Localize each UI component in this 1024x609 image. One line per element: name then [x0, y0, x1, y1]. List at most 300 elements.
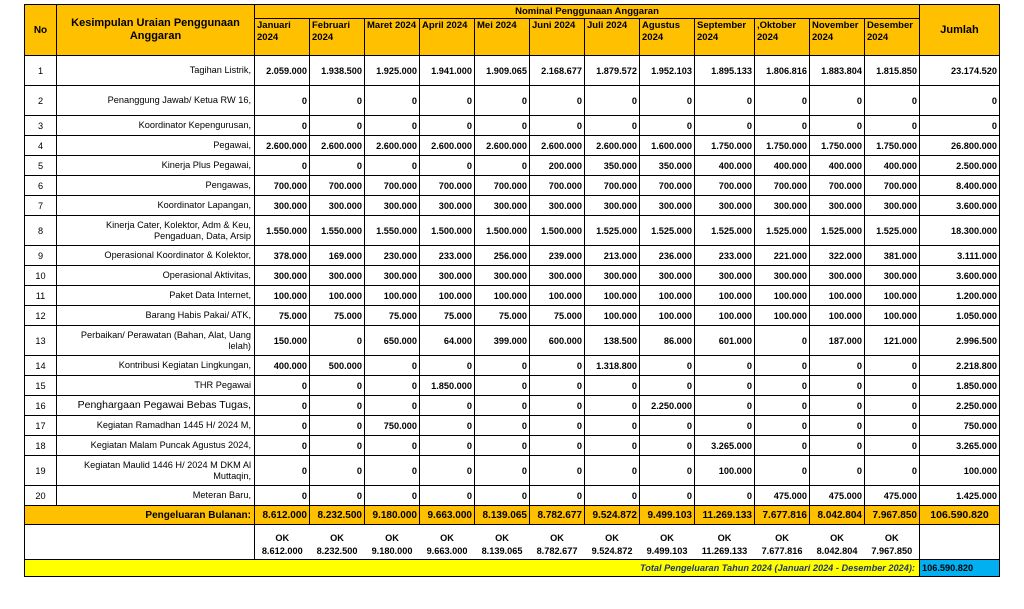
header-month: November 2024 [810, 19, 865, 56]
month-value-cell: 601.000 [695, 326, 755, 356]
month-value-cell: 100.000 [365, 286, 420, 306]
month-value-cell: 0 [865, 116, 920, 136]
month-value-cell: 1.938.500 [310, 56, 365, 86]
month-value-cell: 100.000 [865, 306, 920, 326]
month-value-cell: 0 [255, 486, 310, 506]
month-value-cell: 0 [420, 156, 475, 176]
row-number: 15 [25, 376, 57, 396]
month-value-cell: 75.000 [255, 306, 310, 326]
month-value-cell: 300.000 [865, 196, 920, 216]
header-no: No [25, 5, 57, 56]
month-value-cell: 0 [865, 356, 920, 376]
month-value-cell: 0 [475, 396, 530, 416]
month-value-cell: 0 [695, 116, 755, 136]
month-value-cell: 2.600.000 [530, 136, 585, 156]
month-value-cell: 300.000 [695, 196, 755, 216]
monthly-total-value: 9.524.872 [585, 506, 640, 525]
row-number: 18 [25, 436, 57, 456]
header-month: Juli 2024 [585, 19, 640, 56]
month-value-cell: 0 [310, 486, 365, 506]
row-total-cell: 100.000 [920, 456, 1000, 486]
month-value-cell: 0 [420, 456, 475, 486]
row-description: Penanggung Jawab/ Ketua RW 16, [57, 86, 255, 116]
month-value-cell: 100.000 [810, 306, 865, 326]
row-description: Tagihan Listrik, [57, 56, 255, 86]
month-value-cell: 700.000 [865, 176, 920, 196]
month-value-cell: 700.000 [255, 176, 310, 196]
month-value-cell: 1.750.000 [695, 136, 755, 156]
month-value-cell: 400.000 [695, 156, 755, 176]
month-value-cell: 0 [585, 416, 640, 436]
month-value-cell: 0 [365, 486, 420, 506]
month-value-cell: 300.000 [810, 196, 865, 216]
check-value: 11.269.133 [701, 546, 748, 556]
row-description: Operasional Aktivitas, [57, 266, 255, 286]
month-value-cell: 0 [755, 396, 810, 416]
month-value-cell: 64.000 [420, 326, 475, 356]
month-value-cell: 0 [310, 396, 365, 416]
month-value-cell: 700.000 [310, 176, 365, 196]
month-value-cell: 0 [810, 456, 865, 486]
month-value-cell: 0 [865, 376, 920, 396]
month-value-cell: 700.000 [640, 176, 695, 196]
row-number: 1 [25, 56, 57, 86]
check-ok-label: OK [550, 533, 564, 543]
table-row [25, 216, 1000, 246]
month-value-cell: 475.000 [755, 486, 810, 506]
row-description: Penghargaan Pegawai Bebas Tugas, [57, 396, 255, 416]
month-value-cell: 399.000 [475, 326, 530, 356]
month-value-cell: 0 [530, 116, 585, 136]
table-row [25, 156, 1000, 176]
month-value-cell: 0 [475, 356, 530, 376]
month-value-cell: 0 [640, 486, 695, 506]
check-value-row [25, 543, 1000, 560]
month-value-cell: 750.000 [365, 416, 420, 436]
table-row [25, 416, 1000, 436]
header-description: Kesimpulan Uraian Penggunaan Anggaran [57, 5, 255, 56]
month-value-cell: 75.000 [475, 306, 530, 326]
month-value-cell: 0 [310, 86, 365, 116]
month-value-cell: 0 [865, 396, 920, 416]
check-ok-label: OK [830, 533, 844, 543]
month-value-cell: 700.000 [365, 176, 420, 196]
month-value-cell: 233.000 [695, 246, 755, 266]
month-value-cell: 0 [755, 376, 810, 396]
check-ok-label: OK [275, 533, 290, 543]
table-row [25, 136, 1000, 156]
month-value-cell: 0 [755, 436, 810, 456]
month-value-cell: 350.000 [640, 156, 695, 176]
month-value-cell: 0 [420, 116, 475, 136]
month-value-cell: 0 [530, 486, 585, 506]
table-row [25, 246, 1000, 266]
budget-table [24, 4, 1000, 577]
month-value-cell: 0 [310, 116, 365, 136]
month-value-cell: 1.525.000 [695, 216, 755, 246]
month-value-cell: 300.000 [755, 196, 810, 216]
check-ok-label: OK [884, 533, 899, 543]
check-value: 7.677.816 [761, 546, 803, 556]
row-total-cell: 2.500.000 [920, 156, 1000, 176]
monthly-total-value: 7.967.850 [865, 506, 920, 525]
month-value-cell: 400.000 [255, 356, 310, 376]
month-value-cell: 0 [475, 486, 530, 506]
monthly-total-label: Pengeluaran Bulanan: [25, 506, 255, 525]
month-value-cell: 1.750.000 [865, 136, 920, 156]
month-value-cell: 0 [695, 416, 755, 436]
monthly-total-value: 7.677.816 [755, 506, 810, 525]
month-value-cell: 75.000 [530, 306, 585, 326]
row-total-cell: 2.996.500 [920, 326, 1000, 356]
month-value-cell: 0 [255, 436, 310, 456]
row-total-cell: 0 [920, 116, 1000, 136]
month-value-cell: 150.000 [255, 326, 310, 356]
monthly-total-value: 9.499.103 [640, 506, 695, 525]
month-value-cell: 100.000 [310, 286, 365, 306]
month-value-cell: 1.550.000 [255, 216, 310, 246]
month-value-cell: 1.525.000 [640, 216, 695, 246]
month-value-cell: 1.879.572 [585, 56, 640, 86]
month-value-cell: 0 [810, 356, 865, 376]
month-value-cell: 1.550.000 [310, 216, 365, 246]
month-value-cell: 400.000 [810, 156, 865, 176]
month-value-cell: 700.000 [420, 176, 475, 196]
check-value-end-spacer [920, 543, 1000, 560]
row-description: Kegiatan Ramadhan 1445 H/ 2024 M, [57, 416, 255, 436]
row-total-cell: 8.400.000 [920, 176, 1000, 196]
month-value-cell: 0 [365, 456, 420, 486]
month-value-cell: 75.000 [310, 306, 365, 326]
month-value-cell: 0 [365, 116, 420, 136]
month-value-cell: 100.000 [695, 306, 755, 326]
row-total-cell: 26.800.000 [920, 136, 1000, 156]
month-value-cell: 100.000 [640, 286, 695, 306]
month-value-cell: 300.000 [365, 196, 420, 216]
check-value: 9.663.000 [426, 546, 468, 556]
month-value-cell: 0 [420, 416, 475, 436]
month-value-cell: 0 [365, 436, 420, 456]
month-value-cell: 0 [695, 376, 755, 396]
table-row [25, 376, 1000, 396]
month-value-cell: 1.941.000 [420, 56, 475, 86]
month-value-cell: 1.525.000 [810, 216, 865, 246]
table-row [25, 86, 1000, 116]
month-value-cell: 700.000 [530, 176, 585, 196]
check-value: 9.524.872 [591, 546, 633, 556]
month-value-cell: 0 [475, 86, 530, 116]
row-total-cell: 1.425.000 [920, 486, 1000, 506]
month-value-cell: 0 [530, 356, 585, 376]
month-value-cell: 0 [585, 486, 640, 506]
check-value: 8.139.065 [481, 546, 523, 556]
month-value-cell: 300.000 [420, 196, 475, 216]
month-value-cell: 475.000 [810, 486, 865, 506]
row-number: 8 [25, 216, 57, 246]
month-value-cell: 0 [420, 396, 475, 416]
table-row [25, 306, 1000, 326]
month-value-cell: 0 [530, 456, 585, 486]
row-number: 9 [25, 246, 57, 266]
month-value-cell: 0 [310, 156, 365, 176]
month-value-cell: 0 [255, 116, 310, 136]
month-value-cell: 100.000 [530, 286, 585, 306]
month-value-cell: 1.318.800 [585, 356, 640, 376]
month-value-cell: 700.000 [810, 176, 865, 196]
month-value-cell: 1.815.850 [865, 56, 920, 86]
row-total-cell: 2.218.800 [920, 356, 1000, 376]
month-value-cell: 100.000 [695, 456, 755, 486]
month-value-cell: 1.500.000 [420, 216, 475, 246]
month-value-cell: 300.000 [755, 266, 810, 286]
month-value-cell: 0 [810, 376, 865, 396]
month-value-cell: 0 [585, 396, 640, 416]
month-value-cell: 300.000 [310, 196, 365, 216]
month-value-cell: 0 [530, 396, 585, 416]
month-value-cell: 1.895.133 [695, 56, 755, 86]
table-body [25, 56, 1000, 506]
month-value-cell: 0 [475, 416, 530, 436]
table-row [25, 196, 1000, 216]
month-value-cell: 0 [475, 116, 530, 136]
table-row [25, 486, 1000, 506]
month-value-cell: 1.525.000 [755, 216, 810, 246]
month-value-cell: 0 [365, 396, 420, 416]
month-value-cell: 2.600.000 [585, 136, 640, 156]
month-value-cell: 1.600.000 [640, 136, 695, 156]
month-value-cell: 0 [755, 456, 810, 486]
row-description: Pengawas, [57, 176, 255, 196]
month-value-cell: 100.000 [420, 286, 475, 306]
month-value-cell: 0 [530, 436, 585, 456]
month-value-cell: 381.000 [865, 246, 920, 266]
row-description: Kontribusi Kegiatan Lingkungan, [57, 356, 255, 376]
month-value-cell: 2.059.000 [255, 56, 310, 86]
check-value: 8.612.000 [261, 546, 303, 556]
month-value-cell: 100.000 [755, 306, 810, 326]
month-value-cell: 213.000 [585, 246, 640, 266]
month-value-cell: 1.883.804 [810, 56, 865, 86]
monthly-total-value: 9.180.000 [365, 506, 420, 525]
month-value-cell: 0 [530, 416, 585, 436]
table-row [25, 356, 1000, 376]
row-number: 4 [25, 136, 57, 156]
monthly-total-value: 9.663.000 [420, 506, 475, 525]
monthly-total-value: 8.139.065 [475, 506, 530, 525]
month-value-cell: 700.000 [755, 176, 810, 196]
month-value-cell: 0 [865, 456, 920, 486]
month-value-cell: 400.000 [755, 156, 810, 176]
month-value-cell: 100.000 [585, 306, 640, 326]
check-ok-label: OK [385, 533, 399, 543]
month-value-cell: 0 [255, 456, 310, 486]
month-value-cell: 0 [640, 86, 695, 116]
month-value-cell: 1.850.000 [420, 376, 475, 396]
month-value-cell: 0 [475, 456, 530, 486]
month-value-cell: 300.000 [640, 196, 695, 216]
row-total-cell: 3.265.000 [920, 436, 1000, 456]
month-value-cell: 0 [310, 326, 365, 356]
row-description: Koordinator Kepengurusan, [57, 116, 255, 136]
header-month: Maret 2024 [365, 19, 420, 56]
month-value-cell: 1.550.000 [365, 216, 420, 246]
month-value-cell: 0 [475, 156, 530, 176]
header-nominal: Nominal Penggunaan Anggaran [255, 5, 920, 19]
month-value-cell: 1.525.000 [865, 216, 920, 246]
row-total-cell: 3.600.000 [920, 266, 1000, 286]
budget-sheet [24, 4, 1000, 577]
month-value-cell: 0 [530, 86, 585, 116]
month-value-cell: 1.952.103 [640, 56, 695, 86]
row-number: 7 [25, 196, 57, 216]
table-row [25, 116, 1000, 136]
row-total-cell: 1.200.000 [920, 286, 1000, 306]
month-value-cell: 0 [640, 456, 695, 486]
check-ok-label: OK [717, 533, 732, 543]
row-description: Operasional Koordinator & Kolektor, [57, 246, 255, 266]
monthly-total-value: 8.782.677 [530, 506, 585, 525]
month-value-cell: 0 [585, 116, 640, 136]
table-row [25, 266, 1000, 286]
month-value-cell: 230.000 [365, 246, 420, 266]
row-description: Pegawai, [57, 136, 255, 156]
check-value: 9.499.103 [646, 546, 688, 556]
header-month: September 2024 [695, 19, 755, 56]
row-description: Koordinator Lapangan, [57, 196, 255, 216]
month-value-cell: 0 [310, 456, 365, 486]
check-ok-row [25, 525, 1000, 544]
month-value-cell: 1.500.000 [475, 216, 530, 246]
monthly-total-row [25, 506, 1000, 525]
month-value-cell: 0 [585, 436, 640, 456]
month-value-cell: 475.000 [865, 486, 920, 506]
month-value-cell: 322.000 [810, 246, 865, 266]
month-value-cell: 400.000 [865, 156, 920, 176]
header-total: Jumlah [920, 5, 1000, 56]
month-value-cell: 100.000 [640, 306, 695, 326]
month-value-cell: 2.600.000 [475, 136, 530, 156]
month-value-cell: 221.000 [755, 246, 810, 266]
month-value-cell: 0 [365, 376, 420, 396]
check-value: 8.232.500 [316, 546, 358, 556]
check-value: 7.967.850 [871, 546, 913, 556]
row-description: THR Pegawai [57, 376, 255, 396]
month-value-cell: 0 [755, 356, 810, 376]
month-value-cell: 0 [365, 86, 420, 116]
header-month: Desember 2024 [865, 19, 920, 56]
month-value-cell: 75.000 [420, 306, 475, 326]
row-number: 20 [25, 486, 57, 506]
month-value-cell: 0 [810, 86, 865, 116]
row-total-cell: 1.850.000 [920, 376, 1000, 396]
header-month: Mei 2024 [475, 19, 530, 56]
grand-total-label: Total Pengeluaran Tahun 2024 (Januari 2024 - Desember 2024): [25, 560, 920, 577]
month-value-cell: 0 [640, 416, 695, 436]
month-value-cell: 300.000 [255, 266, 310, 286]
month-value-cell: 350.000 [585, 156, 640, 176]
row-number: 3 [25, 116, 57, 136]
row-number: 12 [25, 306, 57, 326]
month-value-cell: 0 [810, 396, 865, 416]
month-value-cell: 0 [365, 156, 420, 176]
row-total-cell: 1.050.000 [920, 306, 1000, 326]
check-value: 8.042.804 [816, 546, 858, 556]
month-value-cell: 100.000 [475, 286, 530, 306]
month-value-cell: 0 [695, 86, 755, 116]
check-value-spacer [25, 543, 255, 560]
month-value-cell: 300.000 [530, 196, 585, 216]
month-value-cell: 100.000 [255, 286, 310, 306]
month-value-cell: 300.000 [475, 266, 530, 286]
month-value-cell: 500.000 [310, 356, 365, 376]
row-total-cell: 750.000 [920, 416, 1000, 436]
check-ok-label: OK [775, 533, 789, 543]
check-spacer [25, 525, 255, 544]
month-value-cell: 378.000 [255, 246, 310, 266]
month-value-cell: 700.000 [475, 176, 530, 196]
row-total-cell: 18.300.000 [920, 216, 1000, 246]
check-value: 9.180.000 [371, 546, 413, 556]
month-value-cell: 300.000 [585, 196, 640, 216]
month-value-cell: 0 [695, 486, 755, 506]
month-value-cell: 0 [640, 376, 695, 396]
month-value-cell: 300.000 [585, 266, 640, 286]
month-value-cell: 0 [755, 86, 810, 116]
check-ok-label: OK [660, 533, 674, 543]
check-ok-label: OK [605, 533, 619, 543]
month-value-cell: 0 [255, 86, 310, 116]
row-number: 5 [25, 156, 57, 176]
row-number: 17 [25, 416, 57, 436]
row-number: 6 [25, 176, 57, 196]
month-value-cell: 187.000 [810, 326, 865, 356]
month-value-cell: 0 [585, 86, 640, 116]
header-month: Januari 2024 [255, 19, 310, 56]
month-value-cell: 3.265.000 [695, 436, 755, 456]
table-row [25, 396, 1000, 416]
month-value-cell: 0 [365, 356, 420, 376]
month-value-cell: 2.168.677 [530, 56, 585, 86]
table-row [25, 326, 1000, 356]
month-value-cell: 1.500.000 [530, 216, 585, 246]
month-value-cell: 600.000 [530, 326, 585, 356]
month-value-cell: 0 [755, 326, 810, 356]
header-month: Februari 2024 [310, 19, 365, 56]
row-number: 11 [25, 286, 57, 306]
month-value-cell: 200.000 [530, 156, 585, 176]
row-total-cell: 2.250.000 [920, 396, 1000, 416]
month-value-cell: 0 [695, 356, 755, 376]
month-value-cell: 1.750.000 [755, 136, 810, 156]
month-value-cell: 0 [310, 376, 365, 396]
month-value-cell: 0 [585, 456, 640, 486]
month-value-cell: 300.000 [810, 266, 865, 286]
row-description: Kegiatan Maulid 1446 H/ 2024 M DKM Al Muttaqin, [57, 456, 255, 486]
row-description: Kegiatan Malam Puncak Agustus 2024, [57, 436, 255, 456]
check-end-spacer [920, 525, 1000, 544]
month-value-cell: 236.000 [640, 246, 695, 266]
table-row [25, 436, 1000, 456]
month-value-cell: 0 [640, 356, 695, 376]
month-value-cell: 0 [530, 376, 585, 396]
header-month: ,Oktober 2024 [755, 19, 810, 56]
month-value-cell: 0 [420, 356, 475, 376]
grand-total-value: 106.590.820 [920, 560, 1000, 577]
month-value-cell: 0 [310, 416, 365, 436]
row-total-cell: 0 [920, 86, 1000, 116]
month-value-cell: 0 [640, 116, 695, 136]
month-value-cell: 233.000 [420, 246, 475, 266]
